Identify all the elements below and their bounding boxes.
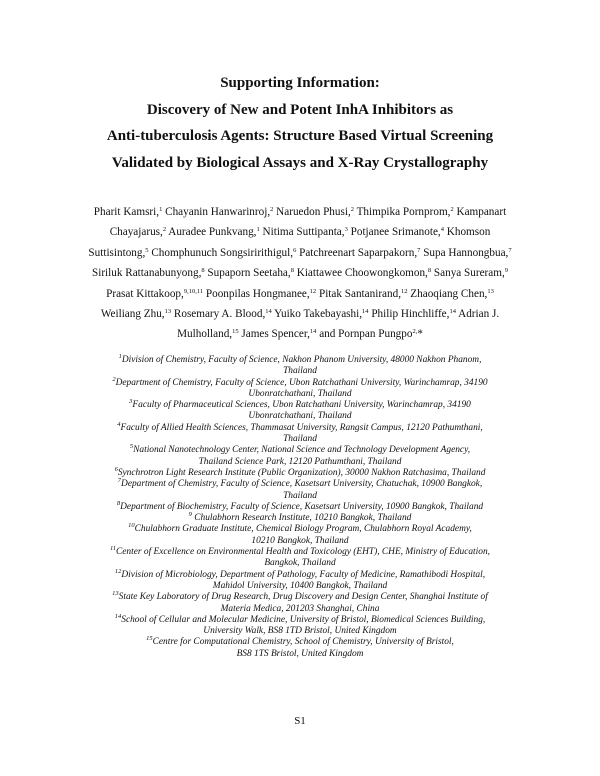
author-name: Potjanee Srimanote, xyxy=(347,226,441,239)
author-name: Naruedon Phusi, xyxy=(273,206,351,218)
affiliation-number: 9 xyxy=(188,511,192,519)
affiliation-marker: 2 xyxy=(162,226,167,234)
affiliation-text: Department of Chemistry, Faculty of Science, Kasetsart University, Chatuchak, 10900 Bangkok, xyxy=(121,479,483,490)
affiliation xyxy=(70,465,530,479)
author-name: Chayanin Hanwarinroj, xyxy=(162,206,271,218)
author-name: Supa Hannongbua, xyxy=(420,246,509,259)
author-name: Philip Hinchliffe, xyxy=(368,308,450,321)
affiliation-line xyxy=(70,420,530,434)
affiliation-marker: 7 xyxy=(508,246,512,254)
affiliation-text: Chulabhorn Research Institute, 10210 Bangkok, Thailand xyxy=(191,513,412,524)
affiliation-line xyxy=(70,457,530,468)
affiliation-line xyxy=(70,581,530,592)
affiliation-line xyxy=(70,389,530,400)
author-name: Prasat Kittakoop, xyxy=(106,287,184,300)
affiliation xyxy=(70,400,530,423)
affiliation-marker: 8 xyxy=(427,267,432,275)
affiliation-line xyxy=(70,465,530,479)
affiliation-number: 4 xyxy=(117,420,121,428)
paper-title xyxy=(40,70,560,176)
affiliation-text: BS8 1TS Bristol, United Kingdom xyxy=(236,648,364,659)
affiliation-marker: 14 xyxy=(309,328,317,336)
author-name: Auradee Punkvang, xyxy=(166,226,257,239)
affiliation-marker: 12 xyxy=(309,287,317,295)
affiliation-number: 8 xyxy=(116,499,121,507)
title-line: Discovery of New and Potent InhA Inhibitors as xyxy=(146,101,454,118)
affiliation-marker: 2 xyxy=(350,206,354,213)
affiliation-line xyxy=(70,479,530,490)
affiliation xyxy=(70,479,530,502)
author-name: James Spencer, xyxy=(238,328,310,341)
affiliation-text: Center of Excellence on Environmental Health and Toxicology (EHT), CHE, Ministry of Education, xyxy=(116,547,490,558)
author-name: Nitima Suttipanta, xyxy=(259,226,345,239)
affiliation-text: Chulabhorn Graduate Institute, Chemical Biology Program, Chulabhorn Royal Academy, xyxy=(134,524,472,535)
affiliation-line xyxy=(70,499,530,513)
affiliation-marker: 13 xyxy=(487,287,494,295)
affiliation-marker: 4 xyxy=(440,226,444,234)
affiliation-marker: 2 xyxy=(450,206,454,213)
affiliation-line xyxy=(70,649,530,660)
author-name: Pharit Kamsri, xyxy=(93,206,160,218)
affiliation-number: 11 xyxy=(109,545,117,553)
affiliation-marker: 8 xyxy=(290,267,294,275)
affiliation-number: 14 xyxy=(114,612,122,620)
affiliation-marker: 13 xyxy=(164,308,172,316)
author-name: Kiattawee Choowongkomon, xyxy=(293,267,428,280)
affiliation xyxy=(70,524,530,547)
affiliation-text: Division of Microbiology, Department of Pathology, Faculty of Medicine, Ramathibodi Hospital, xyxy=(121,569,486,580)
affiliation xyxy=(70,592,530,615)
affiliation xyxy=(70,375,530,401)
affiliation-number: 10 xyxy=(128,522,135,530)
author-line xyxy=(74,202,526,222)
affiliation-number: 6 xyxy=(114,465,118,473)
affiliation-text: State Key Laboratory of Drug Research, Drug Discovery and Design Center, Shanghai Institute of xyxy=(118,592,488,603)
affiliation xyxy=(70,637,530,660)
affiliation-marker: 12 xyxy=(401,287,408,295)
affiliation-marker: 1 xyxy=(159,206,163,213)
affiliation-marker: 1 xyxy=(256,226,260,234)
author-name: Zhaoqiang Chen, xyxy=(407,287,488,300)
affiliation-text: National Nanotechnology Center, National Science and Technology Development Agency, xyxy=(133,445,471,456)
affiliation-marker: 15 xyxy=(232,328,239,336)
author-name: Chomphunuch Songsiririthigul, xyxy=(148,246,294,259)
affiliation xyxy=(70,547,530,570)
author-name: Yuiko Takebayashi, xyxy=(271,308,363,321)
affiliation-marker: 3 xyxy=(344,226,348,234)
author-name: Chayajarus, xyxy=(109,226,163,239)
affiliation-marker: 8 xyxy=(201,267,205,275)
author-name: Khomson xyxy=(443,226,491,239)
affiliation-text: Division of Chemistry, Faculty of Science, Nakhon Phanom University, 48000 Nakhon Phanom, xyxy=(121,355,482,365)
affiliation-text: Department of Chemistry, Faculty of Science, Ubon Ratchathani University, Warinchamrap, 34190 xyxy=(115,377,488,388)
affiliation-text: Thailand xyxy=(283,490,317,501)
affiliation-marker: 14 xyxy=(362,308,369,316)
affiliation-marker: 6 xyxy=(293,246,297,254)
author-line xyxy=(74,324,526,344)
affiliation-number: 2 xyxy=(112,375,116,383)
affiliation-text: Thailand xyxy=(283,366,317,377)
affiliation-text: Thailand xyxy=(283,434,317,445)
affiliation-number: 13 xyxy=(112,590,119,598)
affiliation-marker: 2, xyxy=(412,328,418,336)
author-name: Mulholland, xyxy=(177,328,233,341)
affiliation-line xyxy=(70,513,530,524)
affiliation-number: 12 xyxy=(114,567,122,575)
affiliation-line xyxy=(70,491,530,502)
affiliation xyxy=(70,567,530,593)
affiliation xyxy=(70,445,530,468)
affiliation-line xyxy=(70,612,530,626)
affiliation-line xyxy=(70,637,530,648)
affiliation-marker: 2 xyxy=(270,206,274,213)
affiliation-text: Thailand Science Park, 12120 Pathumthani, Thailand xyxy=(198,456,402,467)
affiliation-text: Materia Medica, 201203 Shanghai, China xyxy=(220,603,380,614)
author-line xyxy=(74,243,526,263)
author-name: Kampanart xyxy=(453,206,507,218)
author-name: Siriluk Rattanabunyong, xyxy=(91,267,202,280)
author-line xyxy=(74,304,526,324)
affiliation xyxy=(70,420,530,446)
affiliation-text: Ubonratchathani, Thailand xyxy=(248,388,352,399)
affiliation-number: 7 xyxy=(117,477,122,485)
affiliation-line xyxy=(70,626,530,637)
affiliation-marker: 14 xyxy=(449,308,456,316)
affiliation xyxy=(70,355,530,378)
author-name: Suttisintong, xyxy=(88,246,146,259)
affiliation-line xyxy=(70,411,530,422)
affiliation-line xyxy=(70,604,530,615)
affiliation-text: Faculty of Pharmaceutical Sciences, Ubon Ratchathani University, Warinchamrap, 34190 xyxy=(132,400,471,411)
affiliation-marker: 5 xyxy=(145,246,149,254)
affiliation-number: 1 xyxy=(118,353,122,360)
affiliation-line xyxy=(70,592,530,603)
affiliation-line xyxy=(70,567,530,581)
affiliation-line xyxy=(70,434,530,445)
affiliation-line xyxy=(70,536,530,547)
affiliation-line xyxy=(70,558,530,569)
affiliation-text: Centre for Computational Chemistry, School of Chemistry, University of Bristol, xyxy=(152,637,454,648)
author-name: Weiliang Zhu, xyxy=(100,308,165,321)
affiliation-list xyxy=(70,355,530,660)
author-name: Rosemary A. Blood, xyxy=(171,308,266,321)
affiliation-text: Faculty of Allied Health Sciences, Thammasat University, Rangsit Campus, 12120 Pathumthani, xyxy=(120,422,483,433)
author-name: and Pornpan Pungpo xyxy=(316,328,413,341)
affiliation-line xyxy=(70,355,530,366)
author-name: Pitak Santanirand, xyxy=(316,287,401,300)
affiliation-text: University Walk, BS8 1TD Bristol, United Kingdom xyxy=(203,626,397,637)
author-line xyxy=(74,263,526,283)
affiliation-text: Bangkok, Thailand xyxy=(264,558,336,569)
affiliation-line xyxy=(70,375,530,389)
author-name: Supaporn Seetaha, xyxy=(204,267,291,280)
affiliation-text: School of Cellular and Molecular Medicine, University of Bristol, Biomedical Sciences Building, xyxy=(121,614,486,625)
affiliation-line xyxy=(70,547,530,558)
affiliation-marker: 9 xyxy=(504,267,508,275)
affiliation-line xyxy=(70,445,530,456)
affiliation xyxy=(70,612,530,638)
affiliation-text: Department of Biochemistry, Faculty of Science, Kasetsart University, 10900 Bangkok, Thailand xyxy=(120,501,484,512)
affiliation-marker: 14 xyxy=(265,308,272,316)
title-line: Validated by Biological Assays and X-Ray Crystallography xyxy=(111,154,489,171)
author-line xyxy=(74,222,526,242)
author-list xyxy=(74,202,526,345)
affiliation-number: 5 xyxy=(129,443,134,451)
affiliation-number: 3 xyxy=(129,398,133,406)
affiliation-line xyxy=(70,524,530,535)
author-line xyxy=(74,284,526,304)
author-name: Adrian J. xyxy=(455,308,500,321)
affiliation-text: Mahidol University, 10400 Bangkok, Thailand xyxy=(212,580,388,591)
affiliation-text: Ubonratchathani, Thailand xyxy=(248,411,352,422)
title-line: Anti-tuberculosis Agents: Structure Based Virtual Screening xyxy=(106,128,494,144)
author-name: * xyxy=(417,328,423,341)
affiliation-marker: 7 xyxy=(417,246,421,254)
author-name: Patchreenart Saparpakorn, xyxy=(296,246,418,259)
affiliation xyxy=(70,499,530,513)
title-line: Supporting Information: xyxy=(220,75,380,91)
affiliation-number: 15 xyxy=(146,635,153,643)
page-number: S1 xyxy=(294,715,306,727)
affiliation-marker: 9,10,11 xyxy=(183,287,204,295)
affiliation xyxy=(70,513,530,524)
affiliation-text: 10210 Bangkok, Thailand xyxy=(251,535,349,546)
affiliation-text: Synchrotron Light Research Institute (Public Organization), 30000 Nakhon Ratchasima, Thailand xyxy=(117,467,486,478)
affiliation-line xyxy=(70,366,530,377)
author-name: Poonpilas Hongmanee, xyxy=(203,287,310,300)
affiliation-line xyxy=(70,400,530,411)
author-name: Sanya Sureram, xyxy=(431,267,505,280)
author-name: Thimpika Pornprom, xyxy=(354,206,451,218)
